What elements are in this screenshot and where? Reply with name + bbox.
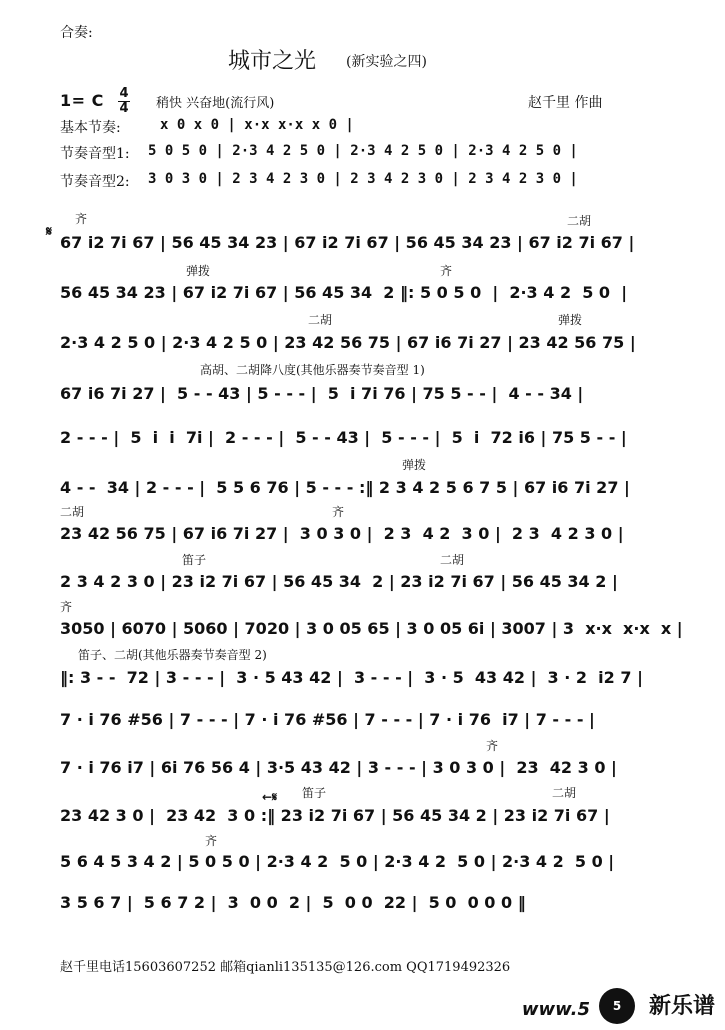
score-line-13: 23 42 3 0 | 23 42 3 0 :‖ 23 i2 7i 67 | 56 45 34 2 | 23 i2 7i 67 | xyxy=(60,806,610,825)
annotation-dizi: 笛子 xyxy=(182,553,207,567)
song-subtitle: (新实验之四) xyxy=(346,54,427,70)
logo-badge-icon: 5 xyxy=(599,988,635,1024)
score-line-15: 3 5 6 7 | 5 6 7 2 | 3 0 0 2 | 5 0 0 22 | 5 0 0 0 0 ‖ xyxy=(60,893,526,912)
watermark-logo xyxy=(555,988,725,1030)
score-line-11: 7 · i 76 #56 | 7 - - - | 7 · i 76 #56 | 7 - - - | 7 · i 76 i7 | 7 - - - | xyxy=(60,710,595,729)
time-signature-top: 4 xyxy=(119,86,129,101)
annotation-plucked: 弹拨 xyxy=(402,458,427,472)
contact-footer: 赵千里电话15603607252 邮箱qianli135135@126.com QQ1719492326 xyxy=(60,960,511,975)
section-label: 合奏: xyxy=(60,25,93,41)
score-line-1: 67 i2 7i 67 | 56 45 34 23 | 67 i2 7i 67 | 56 45 34 23 | 67 i2 7i 67 | xyxy=(60,233,635,252)
rhythm-pattern-1-label: 节奏音型1: xyxy=(60,146,130,162)
time-signature xyxy=(118,88,130,115)
score-line-5: 2 - - - | 5 i i 7i | 2 - - - | 5 - - 43 | 5 - - - | 5 i 72 i6 | 75 5 - - | xyxy=(60,428,627,447)
composer-credit: 赵千里 作曲 xyxy=(528,95,603,111)
annotation-erhu: 二胡 xyxy=(308,313,333,327)
annotation-erhu: 二胡 xyxy=(440,553,465,567)
annotation-erhu: 二胡 xyxy=(552,786,577,800)
segno-return-sign: ←𝄋 xyxy=(262,790,278,804)
annotation-plucked: 弹拨 xyxy=(186,264,211,278)
score-line-10: ‖: 3 - - 72 | 3 - - - | 3 · 5 43 42 | 3 - - - | 3 · 5 43 42 | 3 · 2 i2 7 | xyxy=(60,668,643,687)
score-line-3: 2·3 4 2 5 0 | 2·3 4 2 5 0 | 23 42 56 75 | 67 i6 7i 27 | 23 42 56 75 | xyxy=(60,333,636,352)
annotation-dizi-erhu: 笛子、二胡(其他乐器奏节奏音型 2) xyxy=(78,648,267,662)
annotation-tutti: 齐 xyxy=(60,600,73,614)
rhythm-basic-label: 基本节奏: xyxy=(60,120,121,136)
score-line-14: 5 6 4 5 3 4 2 | 5 0 5 0 | 2·3 4 2 5 0 | 2·3 4 2 5 0 | 2·3 4 2 5 0 | xyxy=(60,852,615,871)
annotation-tutti: 齐 xyxy=(75,212,88,226)
annotation-tutti: 齐 xyxy=(332,505,345,519)
rhythm-basic-notation: x 0 x 0 | x·x x·x x 0 | xyxy=(160,117,354,133)
logo-brand: 新乐谱 xyxy=(648,994,715,1019)
segno-sign: 𝄋 xyxy=(46,224,53,240)
rhythm-pattern-2-label: 节奏音型2: xyxy=(60,174,130,190)
annotation-plucked: 弹拨 xyxy=(558,313,583,327)
score-line-6: 4 - - 34 | 2 - - - | 5 5 6 76 | 5 - - - :‖ 2 3 4 2 5 6 7 5 | 67 i6 7i 27 | xyxy=(60,478,630,497)
score-line-2: 56 45 34 23 | 67 i2 7i 67 | 56 45 34 2 ‖: 5 0 5 0 | 2·3 4 2 5 0 | xyxy=(60,283,628,302)
score-line-4: 67 i6 7i 27 | 5 - - 43 | 5 - - - | 5 i 7i 76 | 75 5 - - | 4 - - 34 | xyxy=(60,384,584,403)
time-signature-bottom: 4 xyxy=(119,101,129,116)
rhythm-pattern-2-notation: 3 0 3 0 | 2 3 4 2 3 0 | 2 3 4 2 3 0 | 2 3 4 2 3 0 | xyxy=(148,171,578,187)
key-signature: 1= C xyxy=(60,91,104,110)
annotation-tutti: 齐 xyxy=(486,739,499,753)
score-line-8: 2 3 4 2 3 0 | 23 i2 7i 67 | 56 45 34 2 | 23 i2 7i 67 | 56 45 34 2 | xyxy=(60,572,618,591)
score-line-7: 23 42 56 75 | 67 i6 7i 27 | 3 0 3 0 | 2 3 4 2 3 0 | 2 3 4 2 3 0 | xyxy=(60,524,624,543)
score-line-9: 3050 | 6070 | 5060 | 7020 | 3 0 05 65 | 3 0 05 6i | 3007 | 3 x·x x·x x | xyxy=(60,619,683,638)
song-title: 城市之光 xyxy=(228,49,317,74)
annotation-erhu: 二胡 xyxy=(567,214,592,228)
annotation-dizi: 笛子 xyxy=(302,786,327,800)
annotation-gaohu-erhu: 高胡、二胡降八度(其他乐器奏节奏音型 1) xyxy=(200,363,425,377)
annotation-tutti: 齐 xyxy=(205,834,218,848)
annotation-erhu: 二胡 xyxy=(60,505,85,519)
tempo-marking: 稍快 兴奋地(流行风) xyxy=(156,96,275,111)
score-line-12: 7 · i 76 i7 | 6i 76 56 4 | 3·5 43 42 | 3 - - - | 3 0 3 0 | 23 42 3 0 | xyxy=(60,758,617,777)
watermark-url: www.5 xyxy=(521,999,590,1020)
annotation-tutti: 齐 xyxy=(440,264,453,278)
rhythm-pattern-1-notation: 5 0 5 0 | 2·3 4 2 5 0 | 2·3 4 2 5 0 | 2·3 4 2 5 0 | xyxy=(148,143,578,159)
